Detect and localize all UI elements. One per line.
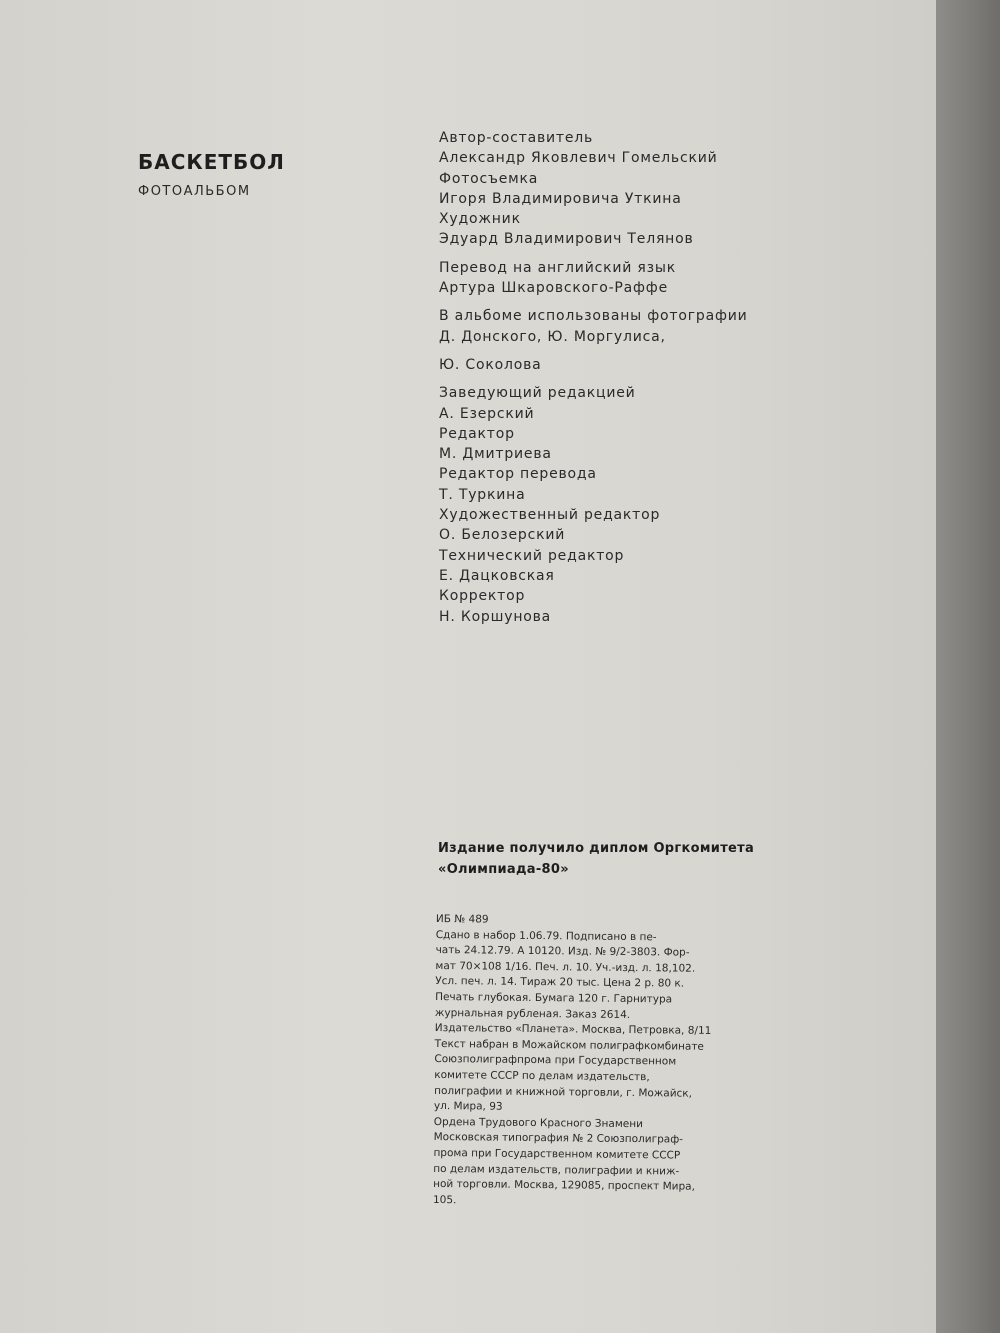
imprint-line: Московская типография № 2 Союзполиграф-: [433, 1131, 684, 1146]
credit-line: Е. Дацковская: [439, 567, 555, 584]
credit-line: А. Езерский: [439, 405, 535, 422]
imprint-line: 105.: [432, 1193, 457, 1206]
imprint-line: Издательство «Планета». Москва, Петровка, 8/11: [434, 1022, 712, 1038]
imprint-line: ул. Мира, 93: [433, 1100, 503, 1113]
credits-list: [439, 128, 839, 627]
page-edge-shadow: [936, 0, 1000, 1333]
diploma-note: Издание получило диплом Оргкомитета «Олимпиада-80»: [438, 841, 755, 877]
imprint-block: [433, 912, 814, 1212]
credit-line: Художественный редактор: [439, 507, 661, 524]
credit-line: Артура Шкаровского-Раффе: [439, 280, 668, 297]
imprint-line: прома при Государственном комитете СССР: [433, 1146, 681, 1162]
imprint-line: по делам издательств, полиграфии и книж-: [433, 1162, 680, 1178]
imprint-line: мат 70×108 1/16. Печ. л. 10. Уч.-изд. л. 18,102.: [435, 959, 696, 975]
credit-line: В альбоме использованы фотографии: [439, 308, 748, 325]
credit-line: Редактор: [439, 425, 515, 442]
imprint-line: комитете СССР по делам издательств,: [434, 1068, 650, 1084]
imprint-line: Союзполиграфпрома при Государственном: [434, 1053, 677, 1068]
credit-line: Ю. Соколова: [439, 356, 542, 373]
credit-line: Редактор перевода: [439, 466, 597, 483]
imprint-line: Печать глубокая. Бумага 120 г. Гарнитура: [435, 990, 673, 1006]
imprint-line: ИБ № 489: [435, 912, 489, 926]
credit-line: Перевод на английский язык: [439, 259, 676, 276]
credit-line: М. Дмитриева: [439, 446, 552, 463]
book-subtitle: ФОТОАЛЬБОМ: [138, 184, 251, 199]
imprint-line: Текст набран в Можайском полиграфкомбинате: [434, 1037, 704, 1053]
book-title: БАСКЕТБОЛ: [138, 150, 285, 174]
credit-line: Фотосъемка: [439, 170, 539, 187]
credit-line: Заведующий редакцией: [439, 385, 636, 402]
credit-line: Н. Коршунова: [439, 608, 552, 625]
imprint-line: полиграфии и книжной торговли, г. Можайск,: [434, 1084, 693, 1100]
credit-line: О. Белозерский: [439, 527, 566, 544]
credit-line: Т. Туркина: [439, 486, 526, 503]
imprint-line: Усл. печ. л. 14. Тираж 20 тыс. Цена 2 р. 80 к.: [435, 975, 685, 990]
credit-line: Художник: [439, 211, 521, 228]
credit-line: Корректор: [439, 588, 526, 605]
imprint-line: журнальная рубленая. Заказ 2614.: [434, 1006, 631, 1021]
imprint-line: ной торговли. Москва, 129085, проспект Мира,: [433, 1178, 696, 1193]
credit-line: Игоря Владимировича Уткина: [439, 190, 682, 207]
credit-line: Эдуард Владимирович Телянов: [439, 231, 694, 248]
credit-line: Д. Донского, Ю. Моргулиса,: [439, 328, 666, 345]
imprint-line: чать 24.12.79. А 10120. Изд. № 9/2-3803. Фор-: [435, 944, 690, 959]
imprint-line: Сдано в набор 1.06.79. Подписано в пе-: [435, 928, 657, 943]
credit-line: Александр Яковлевич Гомельский: [439, 150, 718, 167]
imprint-line: Ордена Трудового Красного Знамени: [433, 1115, 644, 1130]
credit-line: Автор-составитель: [439, 130, 594, 146]
credit-line: Технический редактор: [439, 547, 625, 564]
